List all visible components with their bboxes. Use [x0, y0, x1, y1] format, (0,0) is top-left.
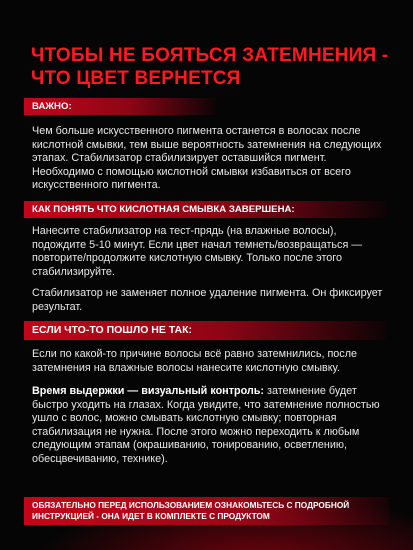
section-heading-if-wrong: ЕСЛИ ЧТО-ТО ПОШЛО НЕ ТАК:	[24, 321, 386, 340]
section-heading-important: ВАЖНО:	[24, 98, 216, 115]
paragraph-stabilizer-note: Стабилизатор не заменяет полное удаление пигмента. Он фиксирует результат.	[32, 287, 383, 313]
footer-notice: ОБЯЗАТЕЛЬНО ПЕРЕД ИСПОЛЬЗОВАНИЕМ ОЗНАКОМЬТЕСЬ С ПОДРОБНОЙ ИНСТРУКЦИЕЙ - ОНА ИДЕТ В КОМПЛЕКТЕ С ПРОДУКТОМ	[24, 497, 389, 525]
exposure-text: затемнение будет быстро уходить на глазах. Когда увидите, что затемнение полностью ушло с волос, можно смывать кислотную смывку; повторная стабилизация не нужна. После этого можно переходить к любым следующим этапам (окрашиванию, тонированию, осветлению, обесцвечиванию, технике).	[32, 385, 380, 465]
paragraph-exposure-time	[32, 385, 387, 467]
paragraph-important: Чем больше искусственного пигмента останется в волосах после кислотной смывки, тем выше вероятность затемнения на следующих этапах. Стабилизатор стабилизирует оставшийся пигмент. Необходимо с помощью кислотной смывки избавиться от всего искусственного пигмента.	[32, 125, 382, 192]
paragraph-test-strand: Нанесите стабилизатор на тест-прядь (на влажные волосы), подождите 5-10 минут. Если цвет начал темнеть/возвращаться — повторите/продолжите кислотную смывку. Только после этого стабилизируйте.	[32, 225, 363, 278]
paragraph-darkened: Если по какой-то причине волосы всё равно затемнились, после затемнения на влажные волосы нанесите кислотную смывку.	[32, 348, 358, 374]
section-heading-how-to-know: КАК ПОНЯТЬ ЧТО КИСЛОТНАЯ СМЫВКА ЗАВЕРШЕНА:	[24, 201, 386, 218]
page-title: ЧТОБЫ НЕ БОЯТЬСЯ ЗАТЕМНЕНИЯ - ЧТО ЦВЕТ ВЕРНЕТСЯ	[31, 45, 389, 89]
exposure-lead: Время выдержки — визуальный контроль:	[32, 385, 264, 397]
